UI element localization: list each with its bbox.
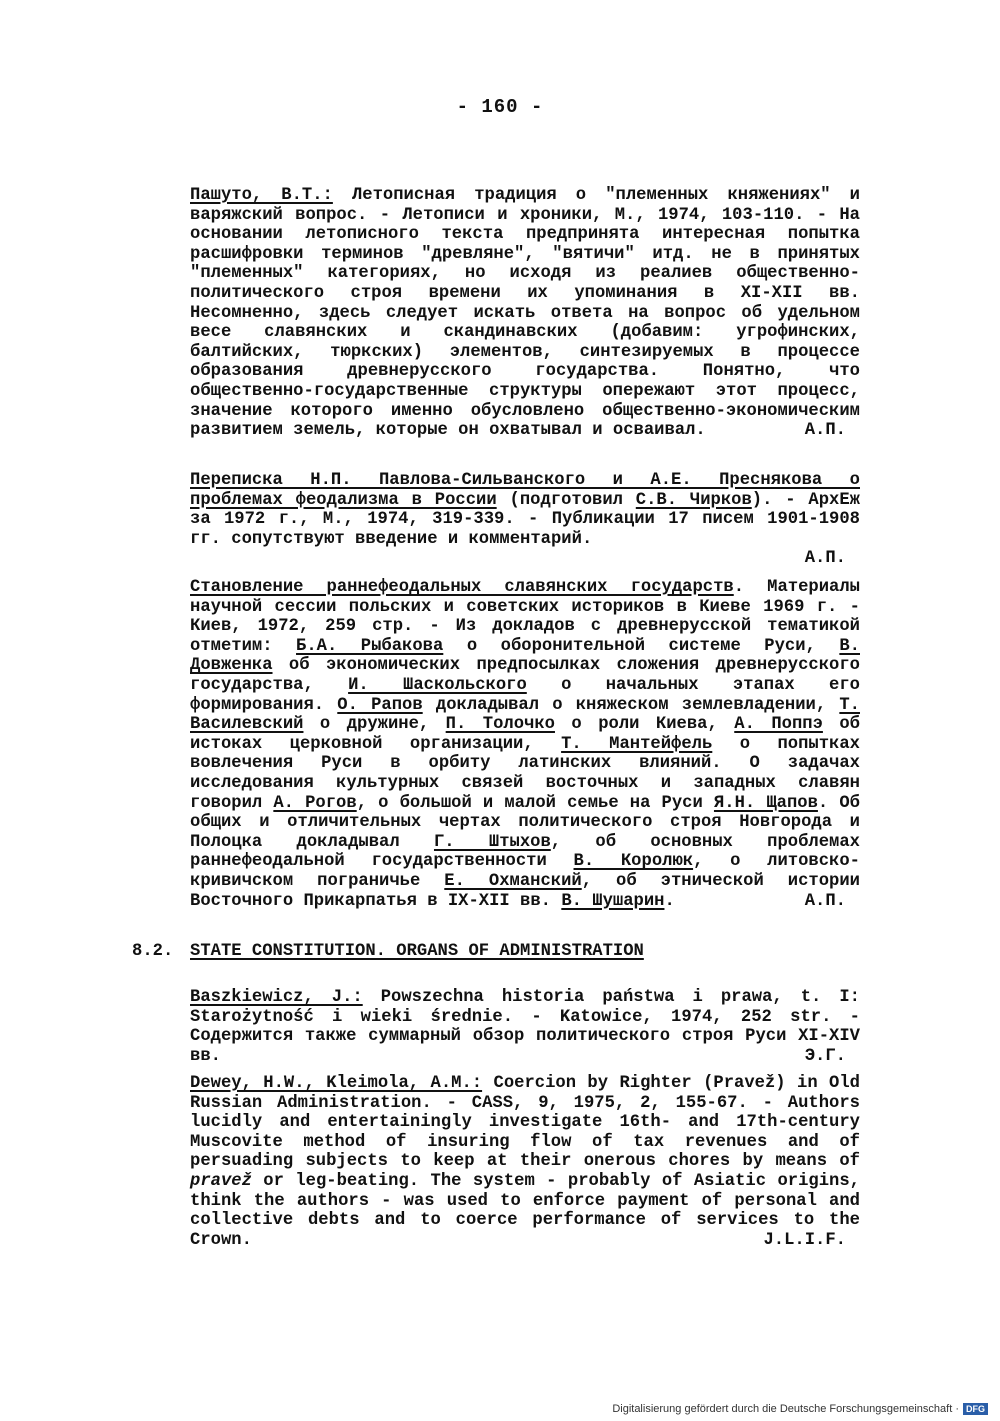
cited-author: Г. Штыхов: [433, 832, 551, 852]
entry-editor: С.В. Чирков: [635, 490, 752, 510]
entry-text: , о большой и малой семье на Руси: [356, 793, 714, 813]
entry-text: Летописная традиция о "племенных княжениях" и варяжский вопрос. - Летописи и хроники, М., 1974, 103-110. - На основании летописного текста предпринята интересная попытка расшифровки терминов "древляне", "вятичи" итд. не в принятых "племенных" категориях, но исходя из реалиев общественно-политического строя времени их упоминания в XI-XII вв. Несомненно, здесь следует искать ответа на вопрос об удельном весе славянских и скандинавских (добавим: угрофинских, балтийских, тюркских) элементов, синтезируемых в процессе образования древнерусского государства. Понятно, что общественно-государственные структуры опережают этот процесс, значение которого именно обусловлено общественно-экономическим развитием земель, которые он охватывал и осваивал.: [190, 186, 861, 441]
entry-text: ). - АрхЕж за 1972 г., М., 1974, 319-339. - Публикации 17 писем 1901-1908 гг. сопутствуют введение и комментарий.: [190, 490, 860, 549]
section-title: STATE CONSTITUTION. ORGANS OF ADMINISTRATION: [190, 942, 644, 961]
cited-author: Е. Охманский: [444, 871, 582, 891]
entry-title: Становление раннефеодальных славянских государств: [190, 578, 734, 597]
section-number: 8.2.: [132, 942, 174, 961]
entry-text: о оборонительной системе Руси,: [443, 636, 840, 656]
bibliography-entry-perepiska: [190, 471, 860, 569]
entry-text: . Материалы научной сессии польских и советских историков в Киеве 1969 г. - Киев, 1972, 259 стр. - Из докладов с древнерусской тематикой отметим:: [190, 578, 860, 656]
dfg-logo: DFG: [963, 1403, 988, 1415]
entry-text: об экономических предпосылках сложения древнерусского государства,: [190, 656, 860, 695]
bibliography-entry-dewey: [190, 1074, 860, 1250]
cited-author: А. Рогов: [273, 793, 357, 813]
entry-text: .: [664, 891, 675, 911]
entry-text: докладывал о княжеском землевладении,: [422, 695, 840, 715]
entry-text: о попытках вовлечения Руси в орбиту латинских влияний. О задачах исследования культурных связей восточных и западных славян говорил: [190, 734, 860, 813]
entry-text: о роли Киева,: [554, 715, 735, 735]
page-number: - 160 -: [456, 96, 544, 118]
entry-author: Baszkiewicz, J.:: [190, 988, 363, 1007]
entry-text: , об основных проблемах раннефеодальной государственности: [190, 832, 860, 872]
reviewer-initials: А.П.: [804, 891, 846, 911]
cited-author: В. Королюк: [573, 852, 694, 872]
reviewer-initials: J.L.I.F.: [763, 1230, 846, 1250]
cited-author: И. Шаскольского: [348, 675, 527, 695]
bibliography-entry-pashuto: [190, 186, 860, 441]
reviewer-initials: А.П.: [804, 421, 846, 441]
footer-text: Digitalisierung gefördert durch die Deutsche Forschungsgemeinschaft ·: [612, 1403, 959, 1415]
entry-text: or leg-beating. The system - probably of Asiatic origins, think the authors - was used to enforce payment of personal and collective debts and to coerce performance of services to the Crown.: [190, 1171, 860, 1250]
entry-text: Coercion by Righter (Pravež) in Old Russian Administration. - CASS, 9, 1975, 2, 155-67. - Authors lucidly and entertainingly investigate 16th- and 17th-century Muscovite method of insuring flow of tax revenues and of persuading subjects to keep at their onerous chores by means of: [190, 1074, 860, 1172]
entry-italic-term: pravež: [190, 1171, 252, 1191]
cited-author: Т. Мантейфель: [561, 734, 713, 754]
bibliography-entry-stanovlenie: [190, 578, 860, 911]
bibliography-entry-baszkiewicz: [190, 988, 860, 1066]
digitization-footer: [612, 1403, 988, 1415]
entry-text: , о литовско-кривичском пограничье: [190, 852, 860, 891]
reviewer-initials: А.П.: [804, 549, 846, 569]
cited-author: В. Довженка: [190, 636, 860, 676]
entry-text: о начальных этапах его формирования.: [190, 675, 860, 715]
entry-text: . Об общих и отличительных чертах политического строя Новгорода и Полоцка докладывал: [190, 793, 861, 852]
section-heading: [132, 942, 644, 961]
cited-author: Я.Н. Щапов: [713, 793, 818, 813]
entry-text: , об этнической истории Восточного Прикарпатья в IX-XII вв.: [190, 871, 860, 911]
cited-author: Т. Василевский: [190, 695, 860, 735]
reviewer-initials: Э.Г.: [804, 1046, 846, 1066]
cited-author: А. Поппэ: [734, 715, 823, 735]
cited-author: О. Рапов: [337, 695, 423, 715]
entry-title: Переписка Н.П. Павлова-Сильванского и А.Е. Преснякова о проблемах феодализма в России: [190, 471, 860, 510]
entry-author: Пашуто, В.Т.:: [190, 186, 333, 205]
entry-text: (подготовил: [496, 490, 636, 510]
entry-text: об истоках церковной организации,: [190, 715, 860, 754]
entry-text: о дружине,: [303, 715, 446, 735]
entry-author: Dewey, H.W., Kleimola, A.M.:: [190, 1074, 483, 1093]
cited-author: П. Толочко: [445, 715, 555, 735]
cited-author: В. Шушарин: [561, 891, 665, 911]
entry-text: Powszechna historia państwa i prawa, t. I: Starożytność i wieki średnie. - Katowice, 1974, 252 str. - Содержится также суммарный обзор политического строя Руси XI-XIV вв.: [190, 988, 860, 1066]
cited-author: Б.А. Рыбакова: [296, 636, 444, 656]
